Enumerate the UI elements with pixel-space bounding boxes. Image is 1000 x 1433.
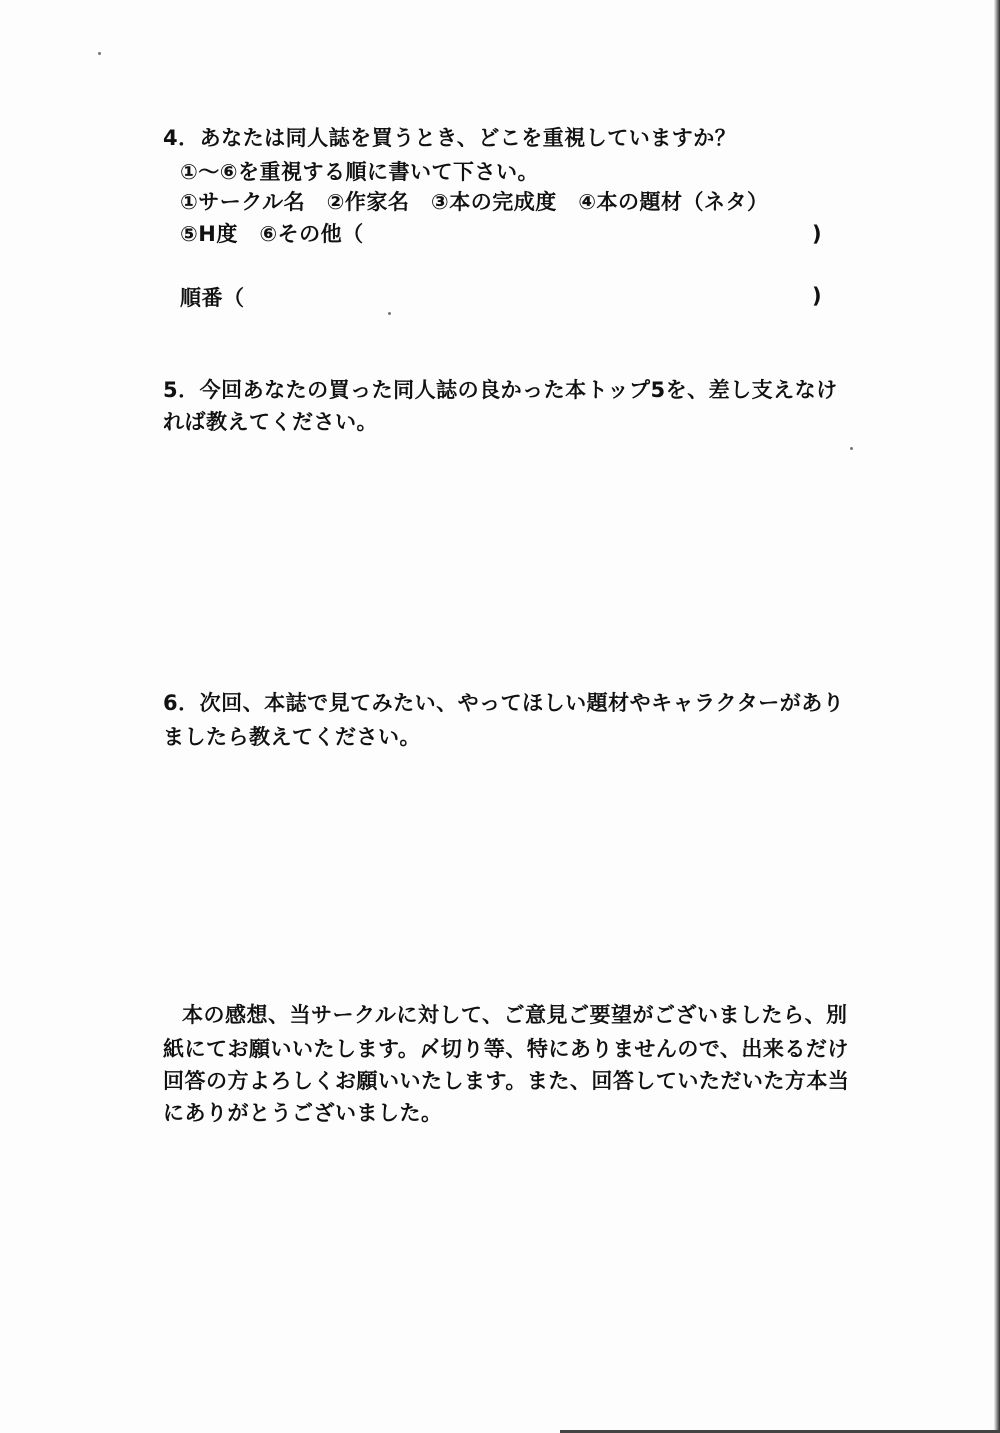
question-5-line1: 5．今回あなたの買った同人誌の良かった本トップ5を、差し支えなけ bbox=[163, 378, 838, 402]
closing-note-line4: にありがとうございました。 bbox=[163, 1101, 443, 1125]
question-4-order-label: 順番（ bbox=[180, 286, 245, 310]
paper-speck bbox=[98, 52, 101, 55]
paper-speck bbox=[850, 447, 853, 450]
question-4-instruction: ①～⑥を重視する順に書いて下さい。 bbox=[180, 160, 540, 184]
closing-note-line3: 回答の方よろしくお願いいたします。また、回答していただいた方本当 bbox=[163, 1069, 850, 1093]
paper-speck bbox=[388, 312, 391, 315]
closing-note-line2: 紙にてお願いいたします。〆切り等、特にありませんので、出来るだけ bbox=[163, 1037, 849, 1061]
question-6-line1: 6．次回、本誌で見てみたい、やってほしい題材やキャラクターがあり bbox=[163, 691, 845, 715]
question-4-other-close-paren: ) bbox=[812, 222, 822, 246]
closing-note-line1: 本の感想、当サークルに対して、ご意見ご要望がございましたら、別 bbox=[182, 1003, 848, 1027]
question-4-options-line2: ⑤H度 ⑥その他（ bbox=[180, 222, 364, 246]
page-edge-shadow bbox=[994, 0, 1000, 1433]
question-6-line2: ましたら教えてください。 bbox=[163, 725, 421, 749]
question-5-line2: れば教えてください。 bbox=[163, 410, 378, 434]
question-4-title: 4．あなたは同人誌を買うとき、どこを重視していますか？ bbox=[163, 126, 737, 150]
question-4-options-line1: ①サークル名 ②作家名 ③本の完成度 ④本の題材（ネタ） bbox=[180, 190, 769, 214]
question-4-order-close-paren: ) bbox=[812, 284, 822, 308]
